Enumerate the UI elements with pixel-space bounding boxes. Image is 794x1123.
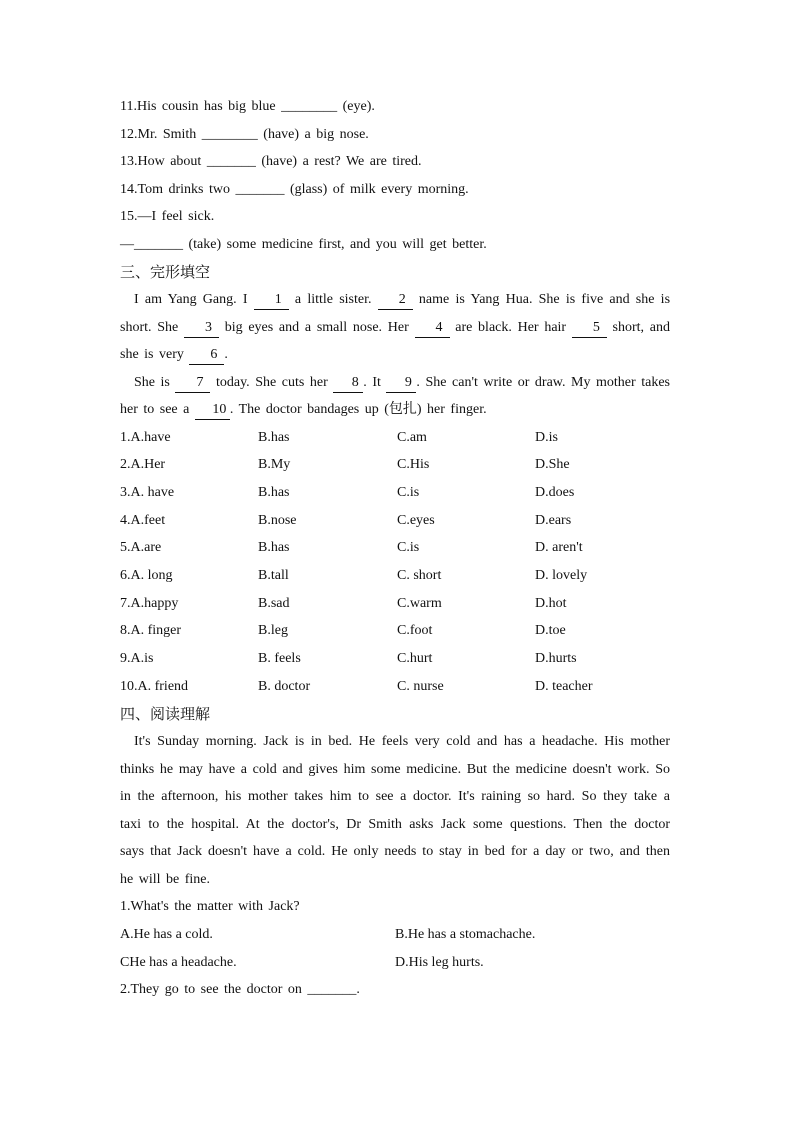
worksheet-content	[120, 93, 670, 1004]
reading-q1-options-row-2	[120, 949, 670, 977]
cloze-text: today. She cuts her	[210, 374, 334, 390]
question-14: 14.Tom drinks two _______ (glass) of milk every morning.	[120, 181, 469, 197]
option-b: B.He has a stomachache.	[395, 926, 536, 942]
option-c: C. short	[397, 567, 442, 583]
option-d: D. teacher	[535, 678, 593, 694]
option-c: CHe has a headache.	[120, 954, 237, 970]
cloze-text: I am Yang Gang. I	[134, 292, 254, 307]
option-row-9	[120, 645, 670, 673]
option-d: D.hot	[535, 595, 567, 611]
option-row-2	[120, 451, 670, 479]
option-a: 4.A.feet	[120, 512, 166, 528]
cloze-text: name is Yang Hua. She is five and she is short. She	[120, 292, 671, 335]
question-12: 12.Mr. Smith ________ (have) a big nose.	[120, 126, 369, 142]
cloze-blank-4: 4	[415, 319, 450, 338]
option-c: C.am	[397, 429, 427, 445]
option-d: D.toe	[535, 623, 566, 639]
cloze-blank-1: 1	[254, 291, 289, 310]
option-row-7	[120, 590, 670, 618]
cloze-blank-6: 6	[189, 346, 224, 365]
option-b: B.nose	[258, 512, 297, 528]
option-d: D.She	[535, 457, 570, 473]
option-row-1	[120, 424, 670, 452]
cloze-options-list	[120, 424, 670, 701]
option-d: D.hurts	[535, 651, 577, 666]
cloze-text: .	[224, 347, 228, 362]
cloze-blank-2: 2	[378, 291, 413, 310]
option-c: C.warm	[397, 595, 442, 611]
reading-passage: It's Sunday morning. Jack is in bed. He feels very cold and has a headache. His mother thinks he may have a cold and gives him some medicine. But the medicine doesn't work. So in the afternoon, his mother takes him to see a doctor. It's raining so hard. So they take a taxi to the hospital. At the doctor's, Dr Smith asks Jack some questions. Then the doctor says that Jack doesn't have a cold. He only needs to stay in bed for a day or two, and then he will be fine.	[120, 734, 670, 887]
option-c: C. nurse	[397, 678, 444, 694]
option-d: D.does	[535, 484, 575, 500]
option-c: C.hurt	[397, 651, 433, 666]
option-row-6	[120, 562, 670, 590]
option-c: C.is	[397, 540, 420, 556]
option-b: B.My	[258, 457, 291, 473]
option-a: A.He has a cold.	[120, 926, 213, 942]
option-a: 7.A.happy	[120, 595, 179, 611]
option-c: C.foot	[397, 623, 433, 639]
question-15-answer: —_______ (take) some medicine first, and you will get better.	[120, 236, 487, 252]
option-d: D. lovely	[535, 567, 588, 583]
option-d: D.His leg hurts.	[395, 954, 484, 970]
cloze-text: short, and she is very	[120, 319, 671, 362]
option-a: 9.A.is	[120, 651, 154, 666]
cloze-blank-9: 9	[386, 374, 416, 393]
option-b: B.tall	[258, 567, 289, 583]
cloze-text: She is	[134, 374, 176, 390]
cloze-blank-7: 7	[175, 374, 210, 393]
cloze-blank-10: 10	[195, 401, 230, 420]
option-row-4	[120, 507, 670, 535]
cloze-text: . She can't write or draw. My mother takes her to see a	[120, 374, 670, 417]
cloze-text: . It	[363, 374, 387, 390]
option-a: 1.A.have	[120, 429, 171, 445]
cloze-text: big eyes and a small nose. Her	[218, 319, 415, 335]
reading-question-1: 1.What's the matter with Jack?	[120, 899, 300, 915]
option-b: B.has	[258, 484, 290, 500]
option-d: D.is	[535, 429, 558, 445]
reading-q1-options-row-1	[120, 921, 670, 949]
cloze-paragraph-2	[120, 369, 670, 424]
question-11: 11.His cousin has big blue ________ (eye).	[120, 99, 375, 114]
option-a: 3.A. have	[120, 484, 175, 500]
cloze-blank-3: 3	[184, 319, 219, 338]
option-a: 8.A. finger	[120, 623, 182, 639]
option-c: C.His	[397, 457, 430, 473]
option-b: B.leg	[258, 623, 288, 639]
option-b: B. feels	[258, 651, 301, 666]
option-a: 5.A.are	[120, 540, 162, 556]
question-13: 13.How about _______ (have) a rest? We are tired.	[120, 154, 422, 169]
reading-question-2: 2.They go to see the doctor on _______.	[120, 982, 360, 998]
reading-heading: 四、阅读理解	[120, 705, 211, 724]
option-row-10	[120, 673, 670, 701]
option-row-8	[120, 617, 670, 645]
cloze-blank-8: 8	[333, 374, 363, 393]
option-b: B. doctor	[258, 678, 311, 694]
cloze-text: a little sister.	[288, 292, 378, 307]
option-row-5	[120, 534, 670, 562]
option-d: D. aren't	[535, 540, 583, 556]
option-d: D.ears	[535, 512, 572, 528]
option-c: C.eyes	[397, 512, 435, 528]
question-15: 15.—I feel sick.	[120, 209, 215, 224]
cloze-heading: 三、完形填空	[120, 263, 211, 281]
cloze-text: . The doctor bandages up (包扎) her finger.	[229, 402, 487, 417]
cloze-blank-5: 5	[572, 319, 607, 338]
option-a: 10.A. friend	[120, 678, 189, 694]
cloze-text: are black. Her hair	[449, 319, 572, 335]
option-b: B.sad	[258, 595, 290, 611]
option-a: 2.A.Her	[120, 457, 166, 473]
option-b: B.has	[258, 540, 290, 556]
cloze-paragraph-1	[120, 286, 670, 369]
option-c: C.is	[397, 484, 420, 500]
option-row-3	[120, 479, 670, 507]
option-a: 6.A. long	[120, 567, 173, 583]
option-b: B.has	[258, 429, 290, 445]
